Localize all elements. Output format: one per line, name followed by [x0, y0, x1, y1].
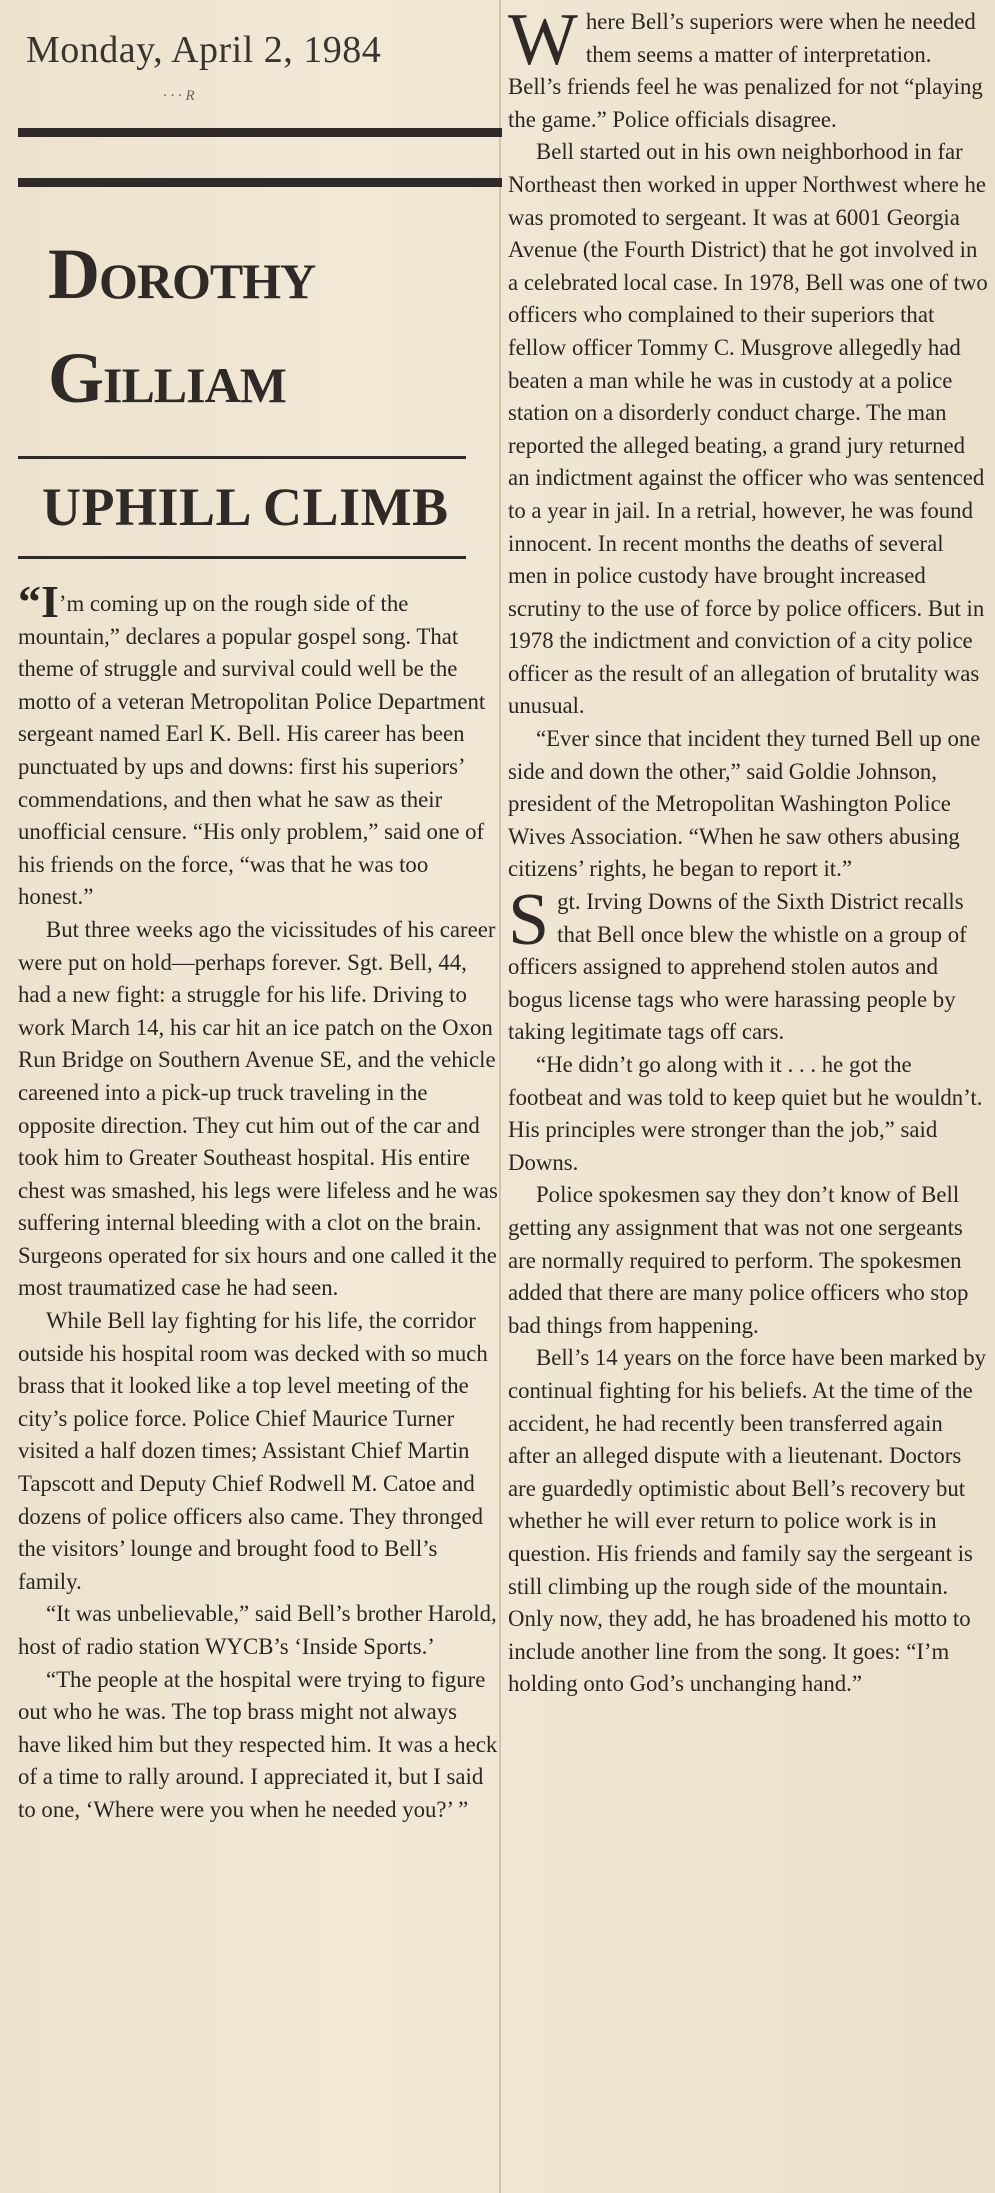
byline-first-name: Dorothy: [48, 234, 316, 314]
paragraph: [18, 576, 502, 914]
paragraph: [508, 879, 988, 1049]
drop-cap: W: [508, 0, 578, 81]
drop-cap: S: [508, 879, 550, 962]
header-rule: [18, 178, 502, 187]
paragraph: “He didn’t go along with it . . . he got the footbeat and was told to keep quiet but he wouldn’t. His principles were stronger than the job,” said Downs.: [508, 1052, 983, 1175]
paragraph: Police spokesmen say they don’t know of Bell getting any assignment that was not one sergeants are normally required to perform. The spokesmen added that there are many police officers who stop bad things from happening.: [508, 1182, 969, 1338]
byline-last-name: Gilliam: [48, 338, 286, 418]
paragraph: [508, 0, 988, 136]
left-column-text: [18, 576, 502, 1827]
paragraph-text: gt. Irving Downs of the Sixth District recalls that Bell once blew the whistle on a group of officers assigned to apprehend stolen autos and bogus license tags who were harassing people by taking legitimate tags off cars.: [508, 889, 967, 1045]
paragraph: But three weeks ago the vicissitudes of his career were put on hold—perhaps forever. Sgt. Bell, 44, had a new fight: a struggle for his life. Driving to work March 14, his car hit an ice patch on the Oxon Run Bridge on Southern Avenue SE, and the vehicle careened into a pick-up truck traveling in the opposite direction. They cut him out of the car and took him to Greater Southeast hospital. His entire chest was smashed, his legs were lifeless and he was suffering internal bleeding with a clot on the brain. Surgeons operated for six hours and one called it the most traumatized case he had seen.: [18, 916, 498, 1301]
drop-quote: “I: [18, 576, 59, 627]
paragraph: Bell started out in his own neighborhood in far Northeast then worked in upper Northwest where he was promoted to sergeant. It was at 6001 Georgia Avenue (the Fourth District) that he got involved in a celebrated local case. In 1978, Bell was one of two officers who complained to their superiors that fellow officer Tommy C. Musgrove allegedly had beaten a man while he was in custody at a police station on a disorderly conduct charge. The man reported the alleged beating, a grand jury returned an indictment against the officer who was sentenced to a year in jail. In a retrial, however, he was found innocent. In recent months the deaths of several men in police custody have brought increased scrutiny to the use of force by police officers. But in 1978 the indictment and conviction of a city police officer as the result of an allegation of brutality was unusual.: [508, 139, 988, 719]
headline-top-rule: [18, 456, 466, 459]
top-rule: [18, 128, 502, 137]
paragraph: “It was unbelievable,” said Bell’s brother Harold, host of radio station WYCB’s ‘Inside Sports.’: [18, 1601, 497, 1659]
paragraph: “The people at the hospital were trying to figure out who he was. The top brass might not always have liked him but they respected him. It was a heck of a time to rally around. I appreciated it, but I said to one, ‘Where were you when he needed you?’ ”: [18, 1666, 498, 1822]
right-column: [508, 0, 988, 2193]
headline: UPHILL CLIMB: [42, 477, 449, 537]
byline: [48, 222, 315, 430]
paragraph: While Bell lay fighting for his life, the corridor outside his hospital room was decked with so much brass that it looked like a top level meeting of the city’s police force. Police Chief Maurice Turner visited a half dozen times; Assistant Chief Martin Tapscott and Deputy Chief Rodwell M. Catoe and dozens of police officers also came. They thronged the visitors’ lounge and brought food to Bell’s family.: [18, 1308, 488, 1594]
handwritten-mark: · · · R: [163, 88, 195, 104]
paragraph: Bell’s 14 years on the force have been marked by continual fighting for his beliefs. At the time of the accident, he had recently been transferred again after an alleged dispute with a lieutenant. Doctors are guardedly optimistic about Bell’s recovery but whether he will ever return to police work is in question. His friends and family say the sergeant is still climbing up the rough side of the mountain. Only now, they add, he has broadened his motto to include another line from the song. It goes: “I’m holding onto God’s unchanging hand.”: [508, 1345, 987, 1697]
headline-bottom-rule: [18, 556, 466, 559]
dateline: Monday, April 2, 1984: [26, 29, 382, 71]
paragraph-text: here Bell’s superiors were when he needed them seems a matter of interpretation. Bell’s friends feel he was penalized for not “playing the game.” Police officials disagree.: [508, 9, 983, 132]
paragraph-text: ’m coming up on the rough side of the mountain,” declares a popular gospel song. That theme of struggle and survival could well be the motto of a veteran Metropolitan Police Department sergeant named Earl K. Bell. His career has been punctuated by ups and downs: first his superiors’ commendations, and then what he saw as their unofficial censure. “His only problem,” said one of his friends on the force, “was that he was too honest.”: [18, 591, 486, 910]
paragraph: “Ever since that incident they turned Bell up one side and down the other,” said Goldie Johnson, president of the Metropolitan Washington Police Wives Association. “When he saw others abusing citizens’ rights, he began to report it.”: [508, 726, 981, 882]
right-column-text: [508, 0, 988, 1701]
left-column: [18, 0, 502, 2193]
